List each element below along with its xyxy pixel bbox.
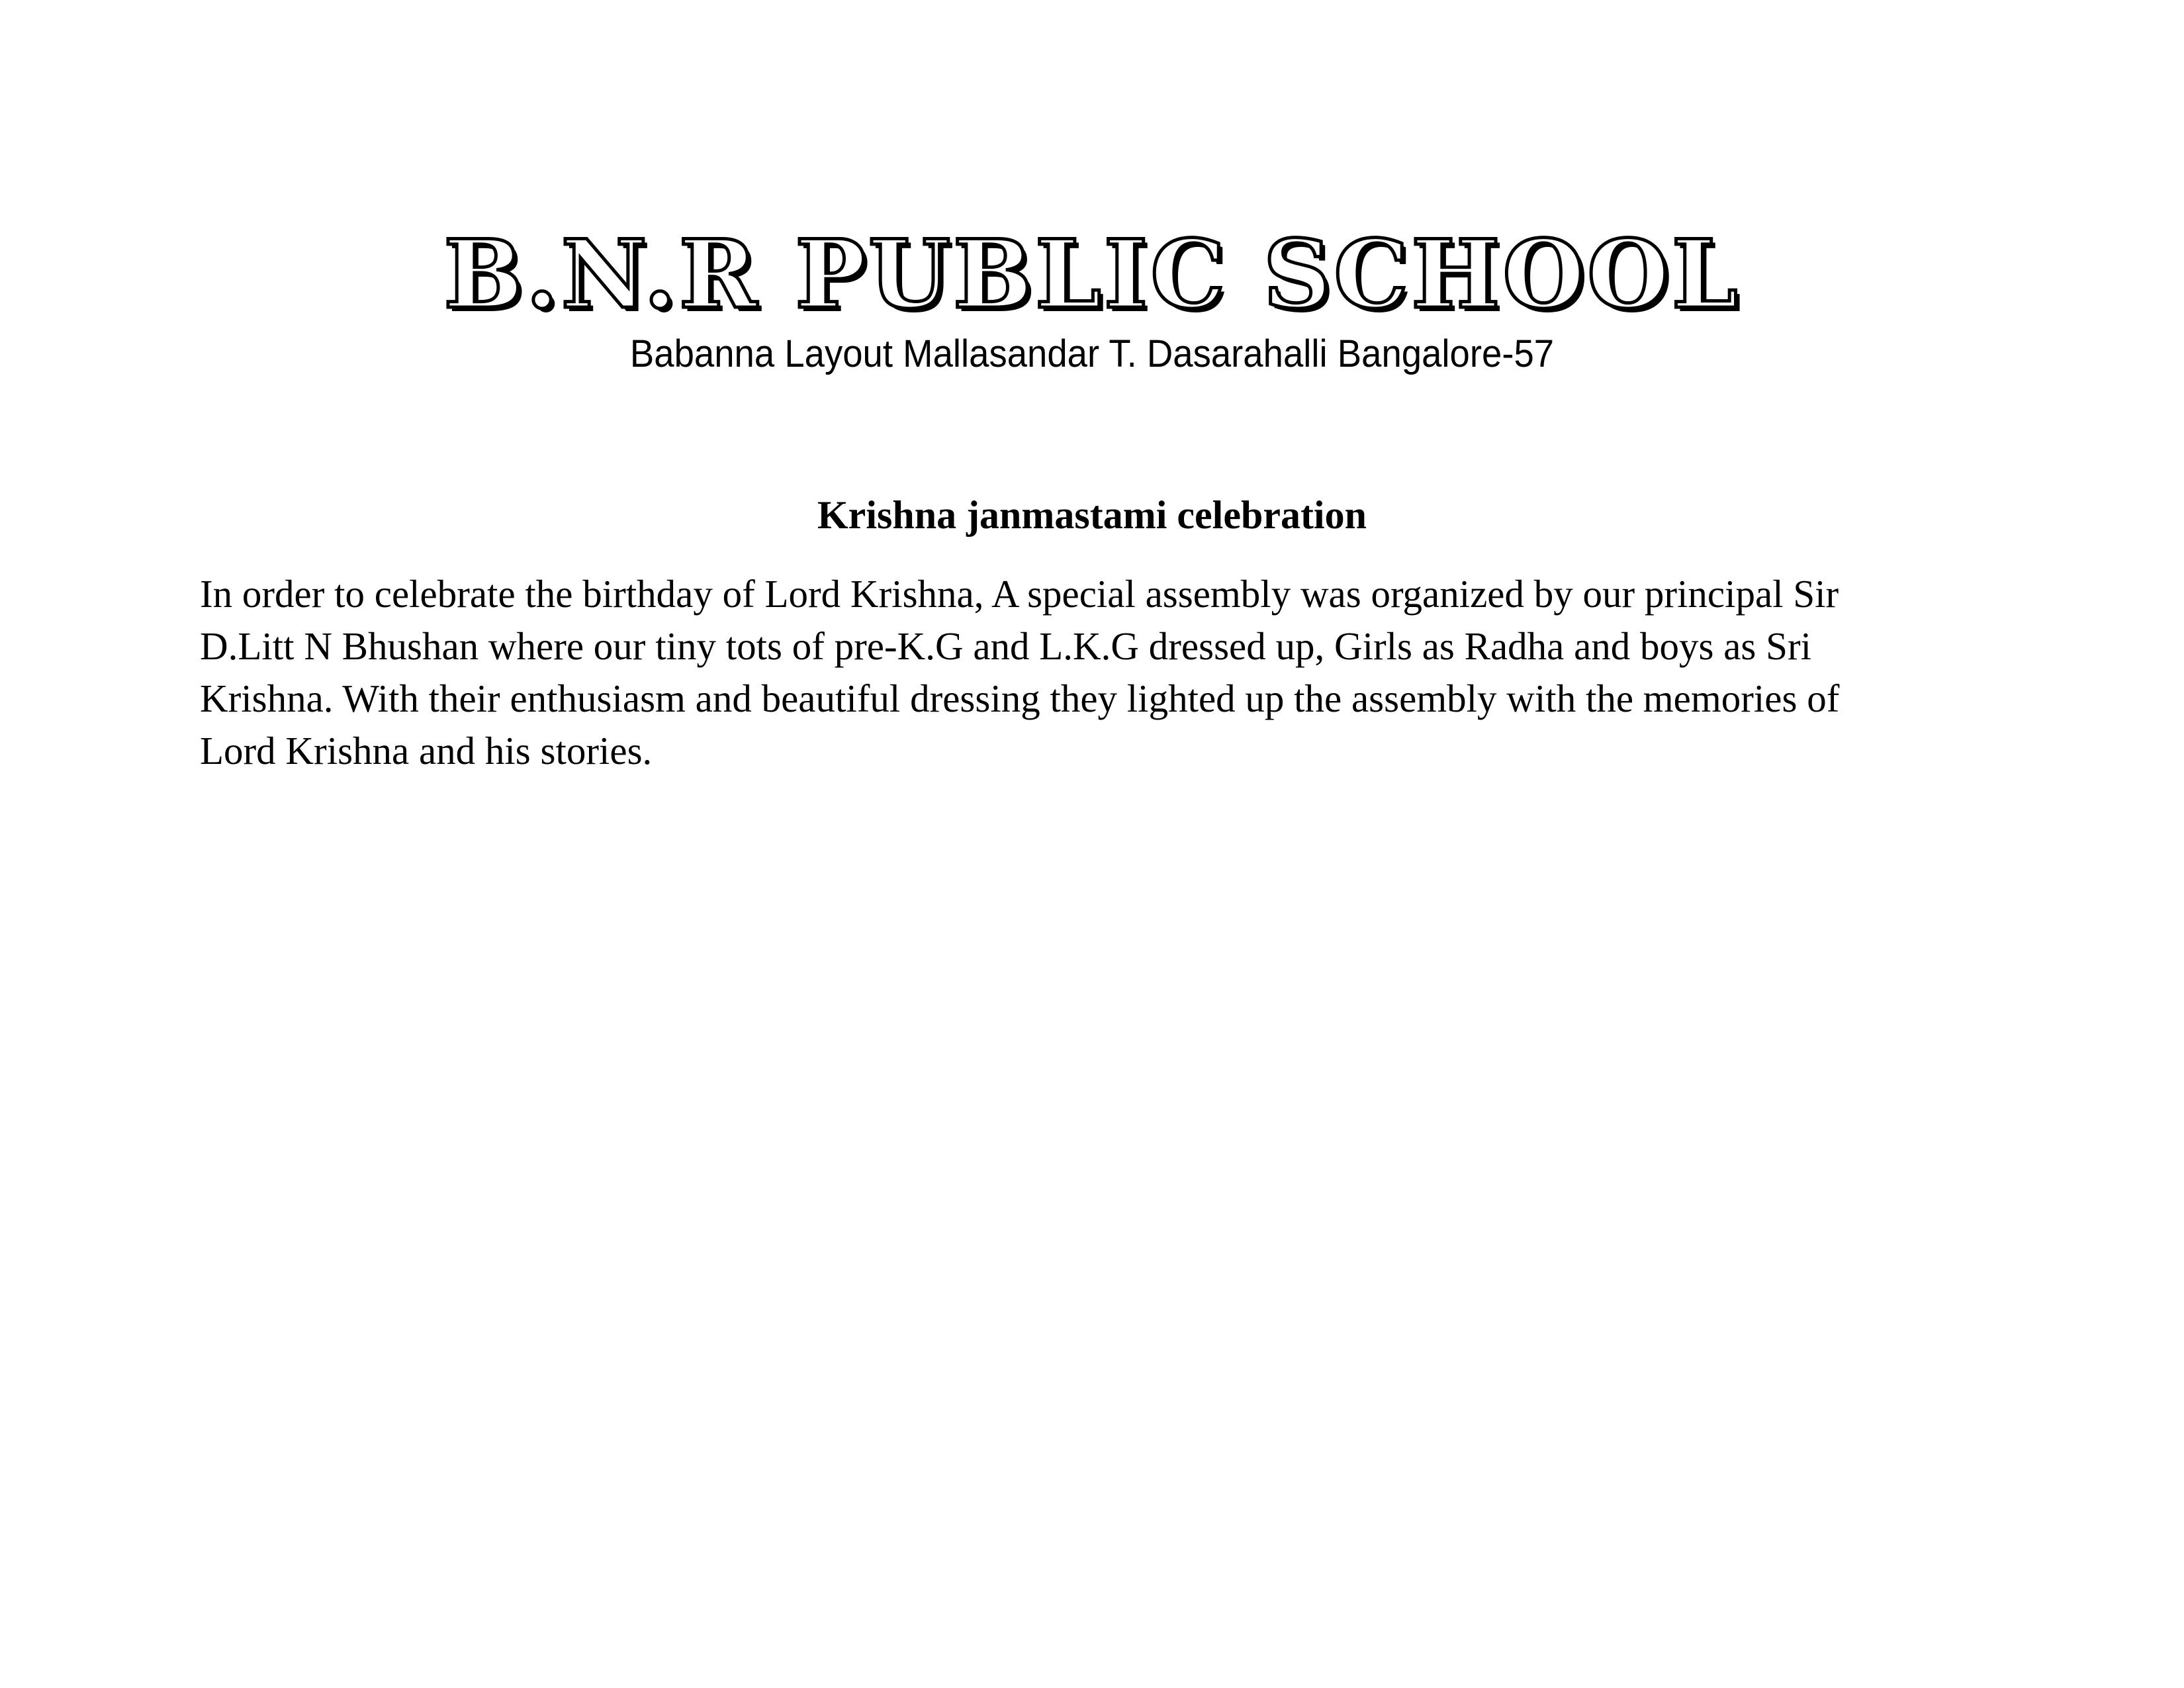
school-name-heading: B.N.R PUBLIC SCHOOL <box>443 220 1741 330</box>
document-title: Krishna janmastami celebration <box>817 493 1367 537</box>
body-line-3: Krishna. With their enthusiasm and beautiful dressing they lighted up the assembly with the memories of <box>200 677 1840 720</box>
school-address: Babanna Layout Mallasandar T. Dasarahalli Bangalore-57 <box>629 332 1555 375</box>
body-paragraph <box>200 568 1987 777</box>
body-line-1: In order to celebrate the birthday of Lord Krishna, A special assembly was organized by our principal Sir <box>200 572 1839 616</box>
body-line-2: D.Litt N Bhushan where our tiny tots of pre-K.G and L.K.G dressed up, Girls as Radha and boys as Sri <box>200 624 1811 668</box>
body-line-4: Lord Krishna and his stories. <box>200 729 653 773</box>
